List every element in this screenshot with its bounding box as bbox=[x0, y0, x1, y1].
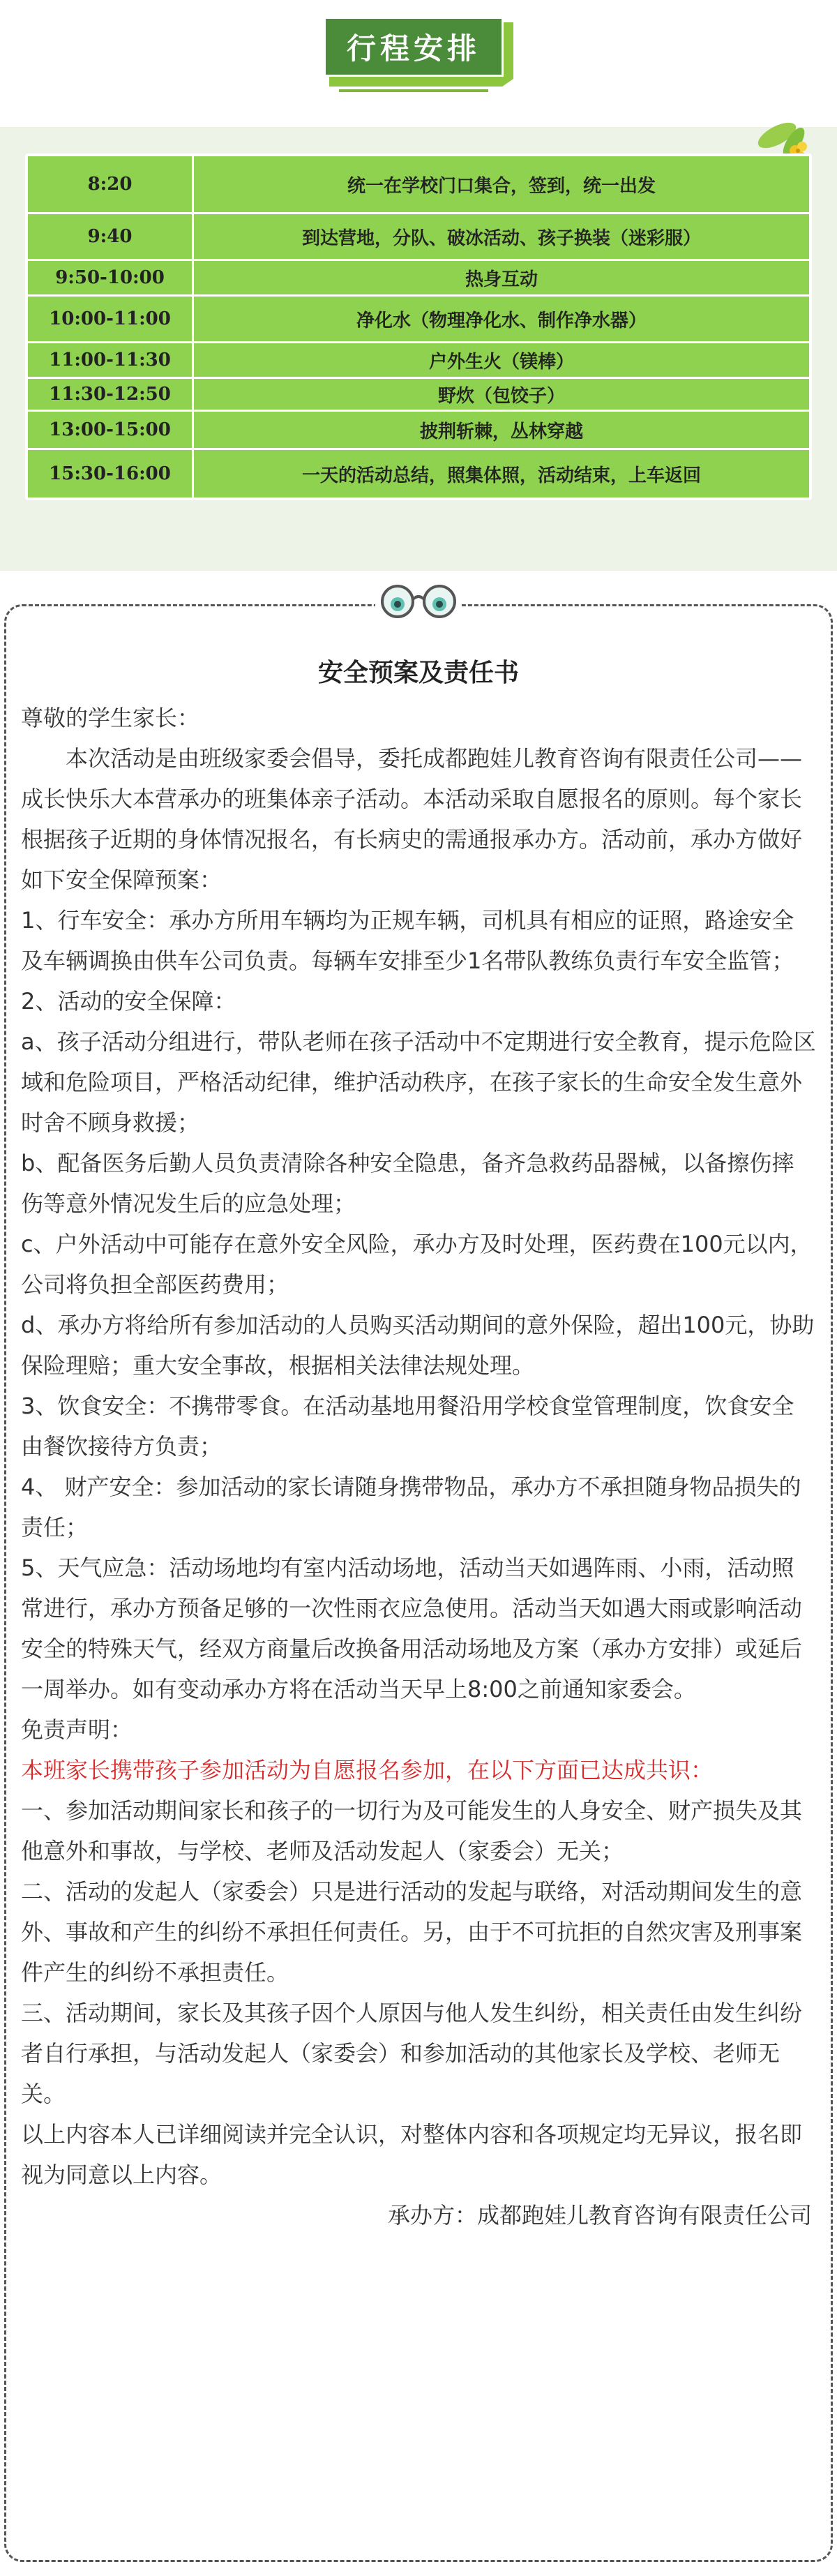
schedule-time: 10:00-11:00 bbox=[28, 297, 194, 341]
schedule-row bbox=[28, 343, 809, 379]
item-activity-safety-d: d、承办方将给所有参加活动的人员购买活动期间的意外保险，超出100元，协助保险理赔；重大安全事故，根据相关法律法规处理。 bbox=[21, 1312, 815, 1379]
schedule-row bbox=[28, 450, 809, 497]
confirmation-paragraph: 以上内容本人已详细阅读并完全认识，对整体内容和各项规定均无异议，报名即视为同意以上内容。 bbox=[21, 2121, 803, 2188]
schedule-time: 9:50-10:00 bbox=[28, 261, 194, 294]
organizer-signature: 承办方：成都跑娃儿教育咨询有限责任公司 bbox=[387, 2202, 812, 2229]
schedule-time: 8:20 bbox=[28, 156, 194, 212]
schedule-activity: 披荆斩棘，丛林穿越 bbox=[419, 421, 583, 442]
schedule-row bbox=[28, 156, 809, 214]
section-title-badge bbox=[324, 17, 513, 88]
greeting: 尊敬的学生家长： bbox=[21, 705, 200, 731]
item-activity-safety: 2、活动的安全保障： bbox=[21, 988, 236, 1014]
schedule-table bbox=[25, 153, 812, 500]
schedule-row bbox=[28, 261, 809, 297]
schedule-activity: 一天的活动总结，照集体照，活动结束，上车返回 bbox=[301, 465, 701, 486]
schedule-row bbox=[28, 379, 809, 412]
schedule-activity: 净化水（物理净化水、制作净水器） bbox=[356, 310, 647, 331]
schedule-activity: 热身互动 bbox=[465, 269, 538, 290]
notice-content bbox=[21, 649, 816, 2236]
schedule-time: 9:40 bbox=[28, 214, 194, 259]
item-vehicle-safety: 1、行车安全：承办方所用车辆均为正规车辆，司机具有相应的证照，路途安全及车辆调换由供车公司负责。每辆车安排至少1名带队教练负责行车安全监管； bbox=[21, 907, 794, 974]
consensus-item-1: 一、参加活动期间家长和孩子的一切行为及可能发生的人身安全、财产损失及其他意外和事故，与学校、老师及活动发起人（家委会）无关； bbox=[21, 1797, 803, 1864]
consensus-item-2: 二、活动的发起人（家委会）只是进行活动的发起与联络，对活动期间发生的意外、事故和产生的纠纷不承担任何责任。另，由于不可抗拒的自然灾害及刑事案件产生的纠纷不承担责任。 bbox=[21, 1878, 803, 1986]
item-activity-safety-b: b、配备医务后勤人员负责清除各种安全隐患，备齐急救药品器械，以备擦伤摔伤等意外情况发生后的应急处理； bbox=[21, 1150, 794, 1217]
intro-paragraph: 本次活动是由班级家委会倡导，委托成都跑娃儿教育咨询有限责任公司——成长快乐大本营承办的班集体亲子活动。本活动采取自愿报名的原则。每个家长根据孩子近期的身体情况报名，有长病史的需通报承办方。活动前，承办方做好如下安全保障预案： bbox=[21, 745, 803, 893]
item-activity-safety-a: a、孩子活动分组进行，带队老师在孩子活动中不定期进行安全教育，提示危险区域和危险项目，严格活动纪律，维护活动秩序，在孩子家长的生命安全发生意外时舍不顾身救援； bbox=[21, 1028, 816, 1136]
notice-title: 安全预案及责任书 bbox=[317, 659, 519, 687]
schedule-activity: 户外生火（镁棒） bbox=[428, 351, 574, 373]
schedule-row bbox=[28, 412, 809, 450]
title-box bbox=[324, 17, 504, 77]
schedule-time: 11:00-11:30 bbox=[28, 343, 194, 377]
schedule-time: 13:00-15:00 bbox=[28, 412, 194, 448]
header-area bbox=[0, 0, 837, 127]
schedule-time: 15:30-16:00 bbox=[28, 450, 194, 497]
item-property-safety: 4、 财产安全：参加活动的家长请随身携带物品，承办方不承担随身物品损失的责任； bbox=[21, 1474, 801, 1541]
item-food-safety: 3、饮食安全：不携带零食。在活动基地用餐沿用学校食堂管理制度，饮食安全由餐饮接待方负责； bbox=[21, 1393, 794, 1460]
schedule-row bbox=[28, 214, 809, 261]
title-underline bbox=[339, 89, 488, 92]
consensus-item-3: 三、活动期间，家长及其孩子因个人原因与他人发生纠纷，相关责任由发生纠纷者自行承担，与活动发起人（家委会）和参加活动的其他家长及学校、老师无关。 bbox=[21, 2000, 803, 2107]
disclaimer-title: 免责声明： bbox=[21, 1716, 133, 1743]
schedule-activity: 野炊（包饺子） bbox=[437, 385, 565, 407]
schedule-time: 11:30-12:50 bbox=[28, 379, 194, 410]
schedule-row bbox=[28, 297, 809, 343]
schedule-activity: 到达营地，分队、破冰活动、孩子换装（迷彩服） bbox=[301, 227, 701, 249]
item-weather-emergency: 5、天气应急：活动场地均有室内活动场地，活动当天如遇阵雨、小雨，活动照常进行，承办方预备足够的一次性雨衣应急使用。活动当天如遇大雨或影响活动安全的特殊天气，经双方商量后改换备用活动场地及方案（承办方安排）或延后一周举办。如有变动承办方将在活动当天早上8:00之前通知家委会。 bbox=[21, 1555, 803, 1702]
schedule-activity: 统一在学校门口集合，签到，统一出发 bbox=[347, 175, 656, 197]
glasses-icon bbox=[375, 581, 462, 622]
consensus-statement: 本班家长携带孩子参加活动为自愿报名参加，在以下方面已达成共识： bbox=[21, 1757, 714, 1783]
page-title: 行程安排 bbox=[346, 31, 481, 66]
item-activity-safety-c: c、户外活动中可能存在意外安全风险，承办方及时处理，医药费在100元以内，公司将负担全部医药费用； bbox=[21, 1231, 813, 1298]
